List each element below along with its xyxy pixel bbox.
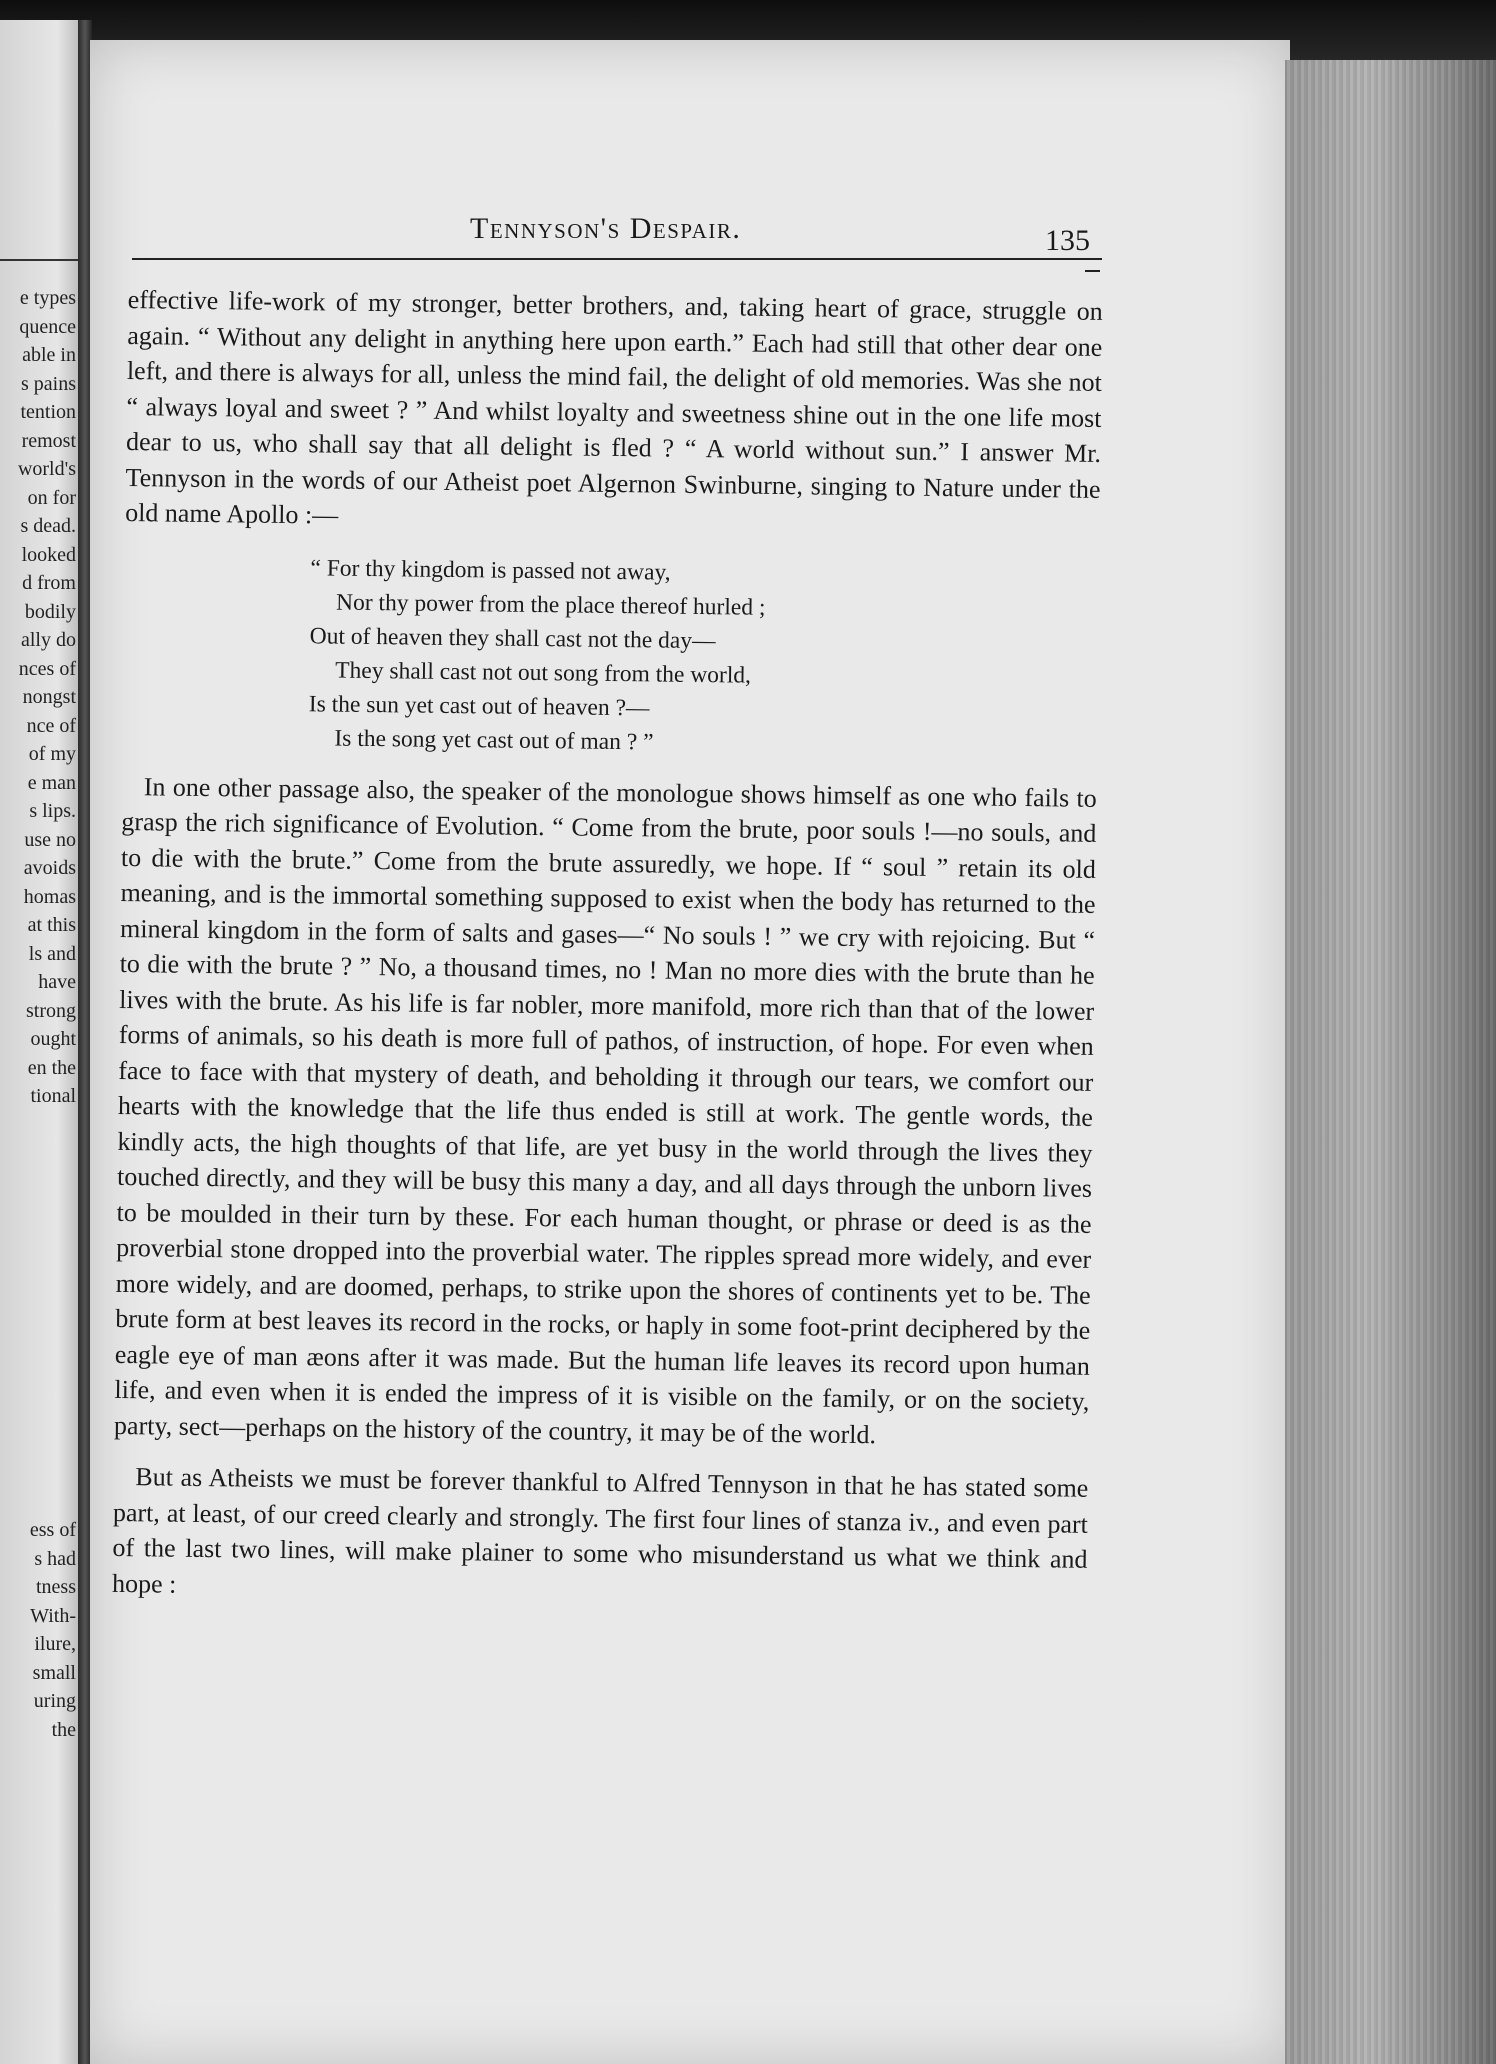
verse-line-3: Out of heaven they shall cast not the day—: [309, 622, 716, 654]
left-page-fragment: tention: [20, 401, 76, 423]
page-header: [130, 212, 1100, 257]
left-page-rule: [0, 259, 80, 261]
left-page-fragment: s dead.: [20, 515, 76, 537]
left-page-fragment: ally do: [21, 629, 76, 651]
header-rule: [132, 258, 1102, 260]
left-page-fragment: en the: [27, 1056, 76, 1079]
left-page-fragment: e types: [19, 287, 76, 309]
verse-quotation: [308, 551, 1099, 765]
left-page-fragment: homas: [23, 885, 76, 908]
left-page-fragment: world's: [17, 458, 76, 480]
left-page-fragment: have: [38, 971, 76, 993]
body-text: [112, 282, 1103, 1613]
left-page-fragment: able in: [22, 344, 76, 366]
left-page-fragment: the: [51, 1718, 76, 1741]
left-page-fragment: remost: [21, 429, 76, 452]
left-page-fragment: bodily: [24, 600, 76, 623]
left-page-fragment: small: [32, 1661, 76, 1684]
left-page-fragment: ess of: [29, 1519, 76, 1541]
left-page-fragment: uring: [33, 1690, 76, 1712]
verse-line-5: Is the sun yet cast out of heaven ?—: [308, 690, 650, 721]
left-page-fragment: ls and: [28, 942, 76, 965]
left-page-fragment: looked: [21, 543, 76, 566]
left-page-fragment: nongst: [22, 686, 76, 708]
left-page-fragment: of my: [28, 743, 76, 765]
left-page-fragment: ought: [30, 1028, 76, 1050]
left-page-fragment: avoids: [23, 857, 76, 879]
left-page-fragment: strong: [26, 999, 76, 1022]
verse-line-1: “ For thy kingdom is passed not away,: [310, 554, 671, 586]
verse-line-6: Is the song yet cast out of man ? ”: [334, 725, 654, 755]
left-page-fragment: nce of: [26, 714, 76, 737]
header-rule-tick: [1085, 270, 1100, 272]
left-page-fragment: With-: [30, 1604, 76, 1627]
page-fore-edge: [1285, 60, 1496, 2064]
left-page-fragment: s had: [34, 1547, 76, 1570]
paragraph-continued: effective life-work of my stronger, better brothers, and, taking heart of grace, struggle on again. “ Without any delight in anything here upon earth.” Each had still that other dear one left, and there is always for all, unless the mind fail, the delight of old memories. Was she not “ always loyal and sweet ? ” And whilst loyalty and sweetness shine out in the one life most dear to us, who shall say that all delight is fled ? “ A world without sun.” I answer Mr. Tennyson in the words of our Atheist poet Algernon Swinburne, singing to Nature under the old name Apollo :—: [125, 284, 1103, 530]
left-page-fragment: d from: [22, 572, 76, 594]
facing-left-page: [0, 20, 82, 2064]
left-page-fragment: s pains: [21, 372, 76, 395]
left-page-fragment: tional: [30, 1085, 76, 1107]
left-page-fragment: at this: [27, 914, 76, 936]
left-page-fragment: ilure,: [34, 1633, 76, 1655]
left-page-fragment: tness: [36, 1576, 76, 1598]
paragraph-evolution: In one other passage also, the speaker of the monologue shows himself as one who fails to grasp the rich significance of Evolution. “ Come from the brute, poor souls !—no souls, and to die with the brute.” Come from the brute assuredly, we hope. If “ soul ” retain its old meaning, and is the immortal something supposed to exist when the body has returned to the mineral kingdom in the form of salts and gases—“ No souls ! ” we cry with rejoicing. But “ to die with the brute ? ” No, a thousand times, no ! Man no more dies with the brute than he lives with the brute. As his life is far nobler, more manifold, more rich than that of the lower forms of animals, so his death is more full of pathos, of instruction, of hope. For even when face to face with that mystery of death, and beholding it through our tears, we comfort our hearts with the knowledge that the life thus ended is still at work. The gentle words, the kindly acts, the high thoughts of that life, are yet busy in the world through the lives they touched directly, and they will be busy this many a day, and all days through the unborn lives to be moulded in their turn by these. For each human thought, or phrase or deed is as the proverbial stone dropped into the proverbial water. The ripples spread more widely, and ever more widely, and are doomed, perhaps, to strike upon the shores of continents yet to be. The brute form at best leaves its record in the rocks, or haply in some foot-print deciphered by the eagle eye of man æons after it was made. But the human life leaves its record upon human life, and even when it is ended the impress of it is visible on the family, or on the society, party, sect—perhaps on the history of the country, it may be of the world.: [113, 771, 1097, 1449]
verse-line-2: Nor thy power from the place thereof hurled ;: [335, 589, 766, 621]
running-title: Tennyson's Despair.: [470, 212, 742, 245]
left-page-fragment: nces of: [18, 657, 76, 680]
left-page-fragment: s lips.: [29, 800, 76, 822]
paragraph-atheists: But as Atheists we must be forever thankful to Alfred Tennyson in that he has stated some part, at least, of our creed clearly and strongly. The first four lines of stanza iv., and even part of the last two lines, will make plainer to some who misunderstand us what we think and hope :: [111, 1462, 1089, 1599]
left-page-fragment: e man: [27, 771, 76, 794]
left-page-fragment: quence: [19, 315, 76, 338]
page-number: 135: [1045, 224, 1090, 257]
left-page-fragment: on for: [27, 486, 76, 509]
verse-line-4: They shall cast not out song from the world,: [335, 657, 752, 689]
left-page-fragment: use no: [24, 828, 76, 851]
